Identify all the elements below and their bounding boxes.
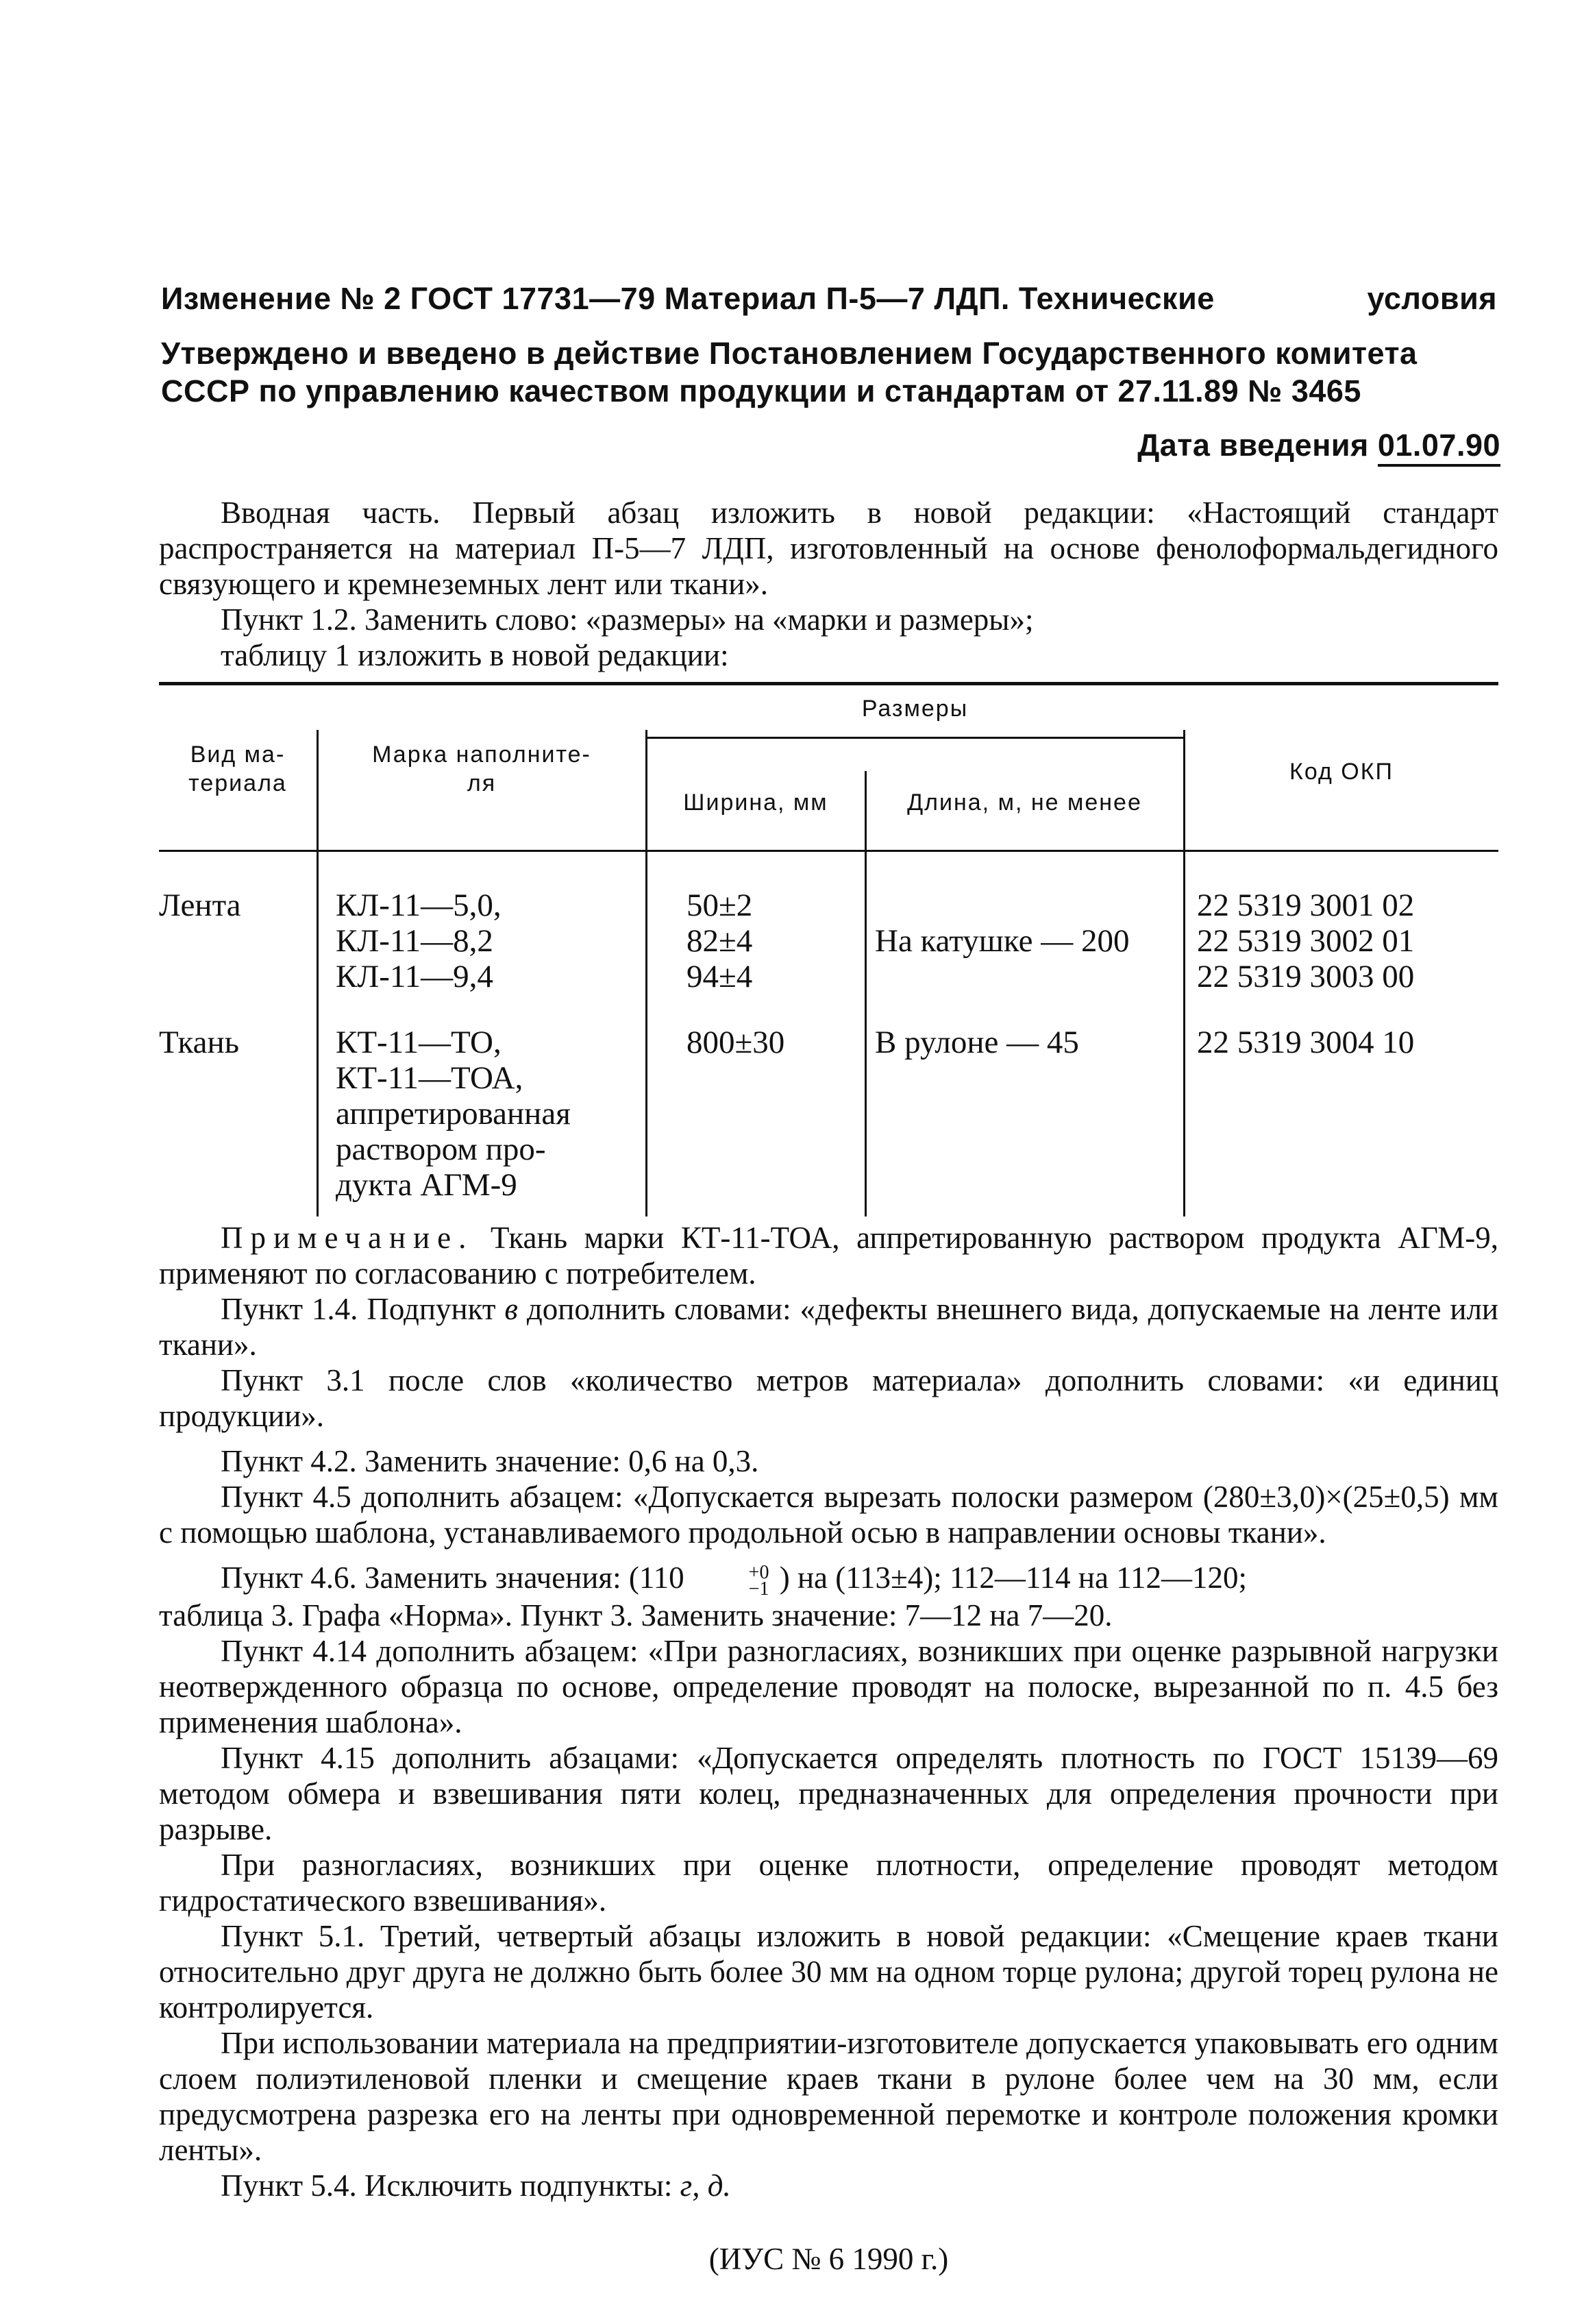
paragraph: При разногласиях, возникших при оценке плотности, определение проводят методом гидростатического взвешивания». xyxy=(159,1847,1498,1918)
paragraph: Пункт 4.5 дополнить абзацем: «Допускается вырезать полоски размером (280±3,0)×(25±0,5) мм с помощью шаблона, устанавливаемого продольной осью в направлении основы ткани». xyxy=(159,1480,1498,1550)
paragraph: Пункт 1.2. Заменить слово: «размеры» на «марки и размеры»; xyxy=(221,602,1034,637)
table-row-fabric-length: В рулоне — 45 xyxy=(875,1025,1079,1060)
footer-source xyxy=(159,2241,1498,2277)
column-divider xyxy=(865,771,867,1216)
header-okp-code: Код ОКП xyxy=(1289,759,1394,785)
header-sizes: Размеры xyxy=(861,696,969,722)
table-row-fabric-widths: 800±30 xyxy=(686,1025,785,1060)
table-row-fabric-kind: Ткань xyxy=(159,1025,240,1060)
source-reference: (ИУС № 6 1990 г.) xyxy=(708,2242,949,2276)
column-divider xyxy=(1183,730,1185,1216)
paragraph: Пункт 1.4. Подпункт в дополнить словами: «дефекты внешнего вида, допускаемые на ленте или ткани». xyxy=(159,1292,1498,1362)
table-top-rule xyxy=(159,682,1498,685)
approval-statement xyxy=(161,334,1497,410)
header-width: Ширина, мм xyxy=(683,790,828,816)
table-row-fabric-codes: 22 5319 3004 10 xyxy=(1197,1025,1415,1060)
paragraph: Пункт 5.1. Третий, четвертый абзацы изложить в новой редакции: «Смещение краев ткани относительно друг друга не должно быть более 30 мм на одном торце рулона; другой торец рулона не контролируется. xyxy=(159,1918,1498,2025)
table-row-tape-widths: 50±2 82±4 94±4 xyxy=(686,888,753,994)
paragraph: Пункт 5.4. Исключить подпункты: г, д. xyxy=(221,2168,731,2203)
table-row-fabric-marks: КТ-11—ТО, КТ-11—ТОА, аппретированная раствором про- дукта АГМ-9 xyxy=(336,1025,571,1203)
effective-date-label: Дата введения xyxy=(1137,428,1369,463)
amendments-section xyxy=(159,1220,1498,2203)
title-main: Изменение № 2 ГОСТ 17731—79 Материал П-5—7 ЛДП. Технические xyxy=(161,281,1215,316)
effective-date xyxy=(1117,426,1500,464)
paragraph: Вводная часть. Первый абзац изложить в новой редакции: «Настоящий стандарт распространяется на материал П-5—7 ЛДП, изготовленный на основе фенолоформальдегидного связующего и кремнеземных лент или ткани». xyxy=(159,496,1498,601)
table-row-tape-codes: 22 5319 3001 02 22 5319 3002 01 22 5319 3003 00 xyxy=(1197,888,1415,994)
table-row-tape-kind: Лента xyxy=(159,888,241,923)
table-header-rule xyxy=(159,850,1498,852)
table-row-tape-marks: КЛ-11—5,0, КЛ-11—8,2 КЛ-11—9,4 xyxy=(336,888,502,994)
note-text: Ткань марки КТ-11-ТОА, аппретированную раствором продукта АГМ-9, применяют по согласованию с потребителем. xyxy=(159,1221,1498,1291)
header-material-kind: Вид ма- териала xyxy=(188,742,287,796)
paragraph: Пункт 4.15 дополнить абзацами: «Допускается определять плотность по ГОСТ 15139—69 методом обмера и взвешивания пяти колец, предназначенных для определения прочности при разрыве. xyxy=(159,1740,1498,1846)
paragraph: При использовании материала на предприятии-изготовителе допускается упаковывать его одним слоем полиэтиленовой пленки и смещение краев ткани в рулоне более чем на 30 мм, если предусмотрена разрезка его на ленты при одновременной перемотке и контроле положения кромки ленты». xyxy=(159,2025,1498,2167)
paragraph: Пункт 4.6. Заменить значения: (110 +0 −1 ) на (113±4); 112—114 на 112—120; xyxy=(221,1561,1248,1600)
document-title xyxy=(161,280,1497,317)
paragraph: Пункт 4.2. Заменить значение: 0,6 на 0,3. xyxy=(221,1444,759,1478)
paragraph: таблицу 1 изложить в новой редакции: xyxy=(221,638,729,672)
column-divider xyxy=(317,730,319,1216)
header-length: Длина, м, не менее xyxy=(907,790,1142,816)
paragraph: таблица 3. Графа «Норма». Пункт 3. Заменить значение: 7—12 на 7—20. xyxy=(159,1598,1113,1632)
paragraph: Пункт 3.1 после слов «количество метров материала» дополнить словами: «и единиц продукции». xyxy=(159,1363,1498,1433)
sizes-subheader-rule xyxy=(645,737,1183,739)
materials-table xyxy=(159,682,1498,1216)
intro-section xyxy=(159,495,1498,673)
paragraph: Пункт 4.14 дополнить абзацем: «При разногласиях, возникших при оценке разрывной нагрузки неотвержденного образца по основе, определение проводят на полоске, вырезанной по п. 4.5 без применения шаблона». xyxy=(159,1633,1498,1739)
note-label: Примечание. xyxy=(221,1221,474,1255)
approval-line: СССР по управлению качеством продукции и стандартам от 27.11.89 № 3465 xyxy=(161,374,1361,408)
title-end: условия xyxy=(1367,281,1497,316)
header-filler-mark: Марка наполните- ля xyxy=(372,742,591,796)
effective-date-value: 01.07.90 xyxy=(1378,428,1500,467)
table-note xyxy=(159,1220,1498,1291)
approval-line: Утверждено и введено в действие Постановлением Государственного комитета xyxy=(161,336,1418,371)
table-row-tape-length: На катушке — 200 xyxy=(875,923,1130,959)
